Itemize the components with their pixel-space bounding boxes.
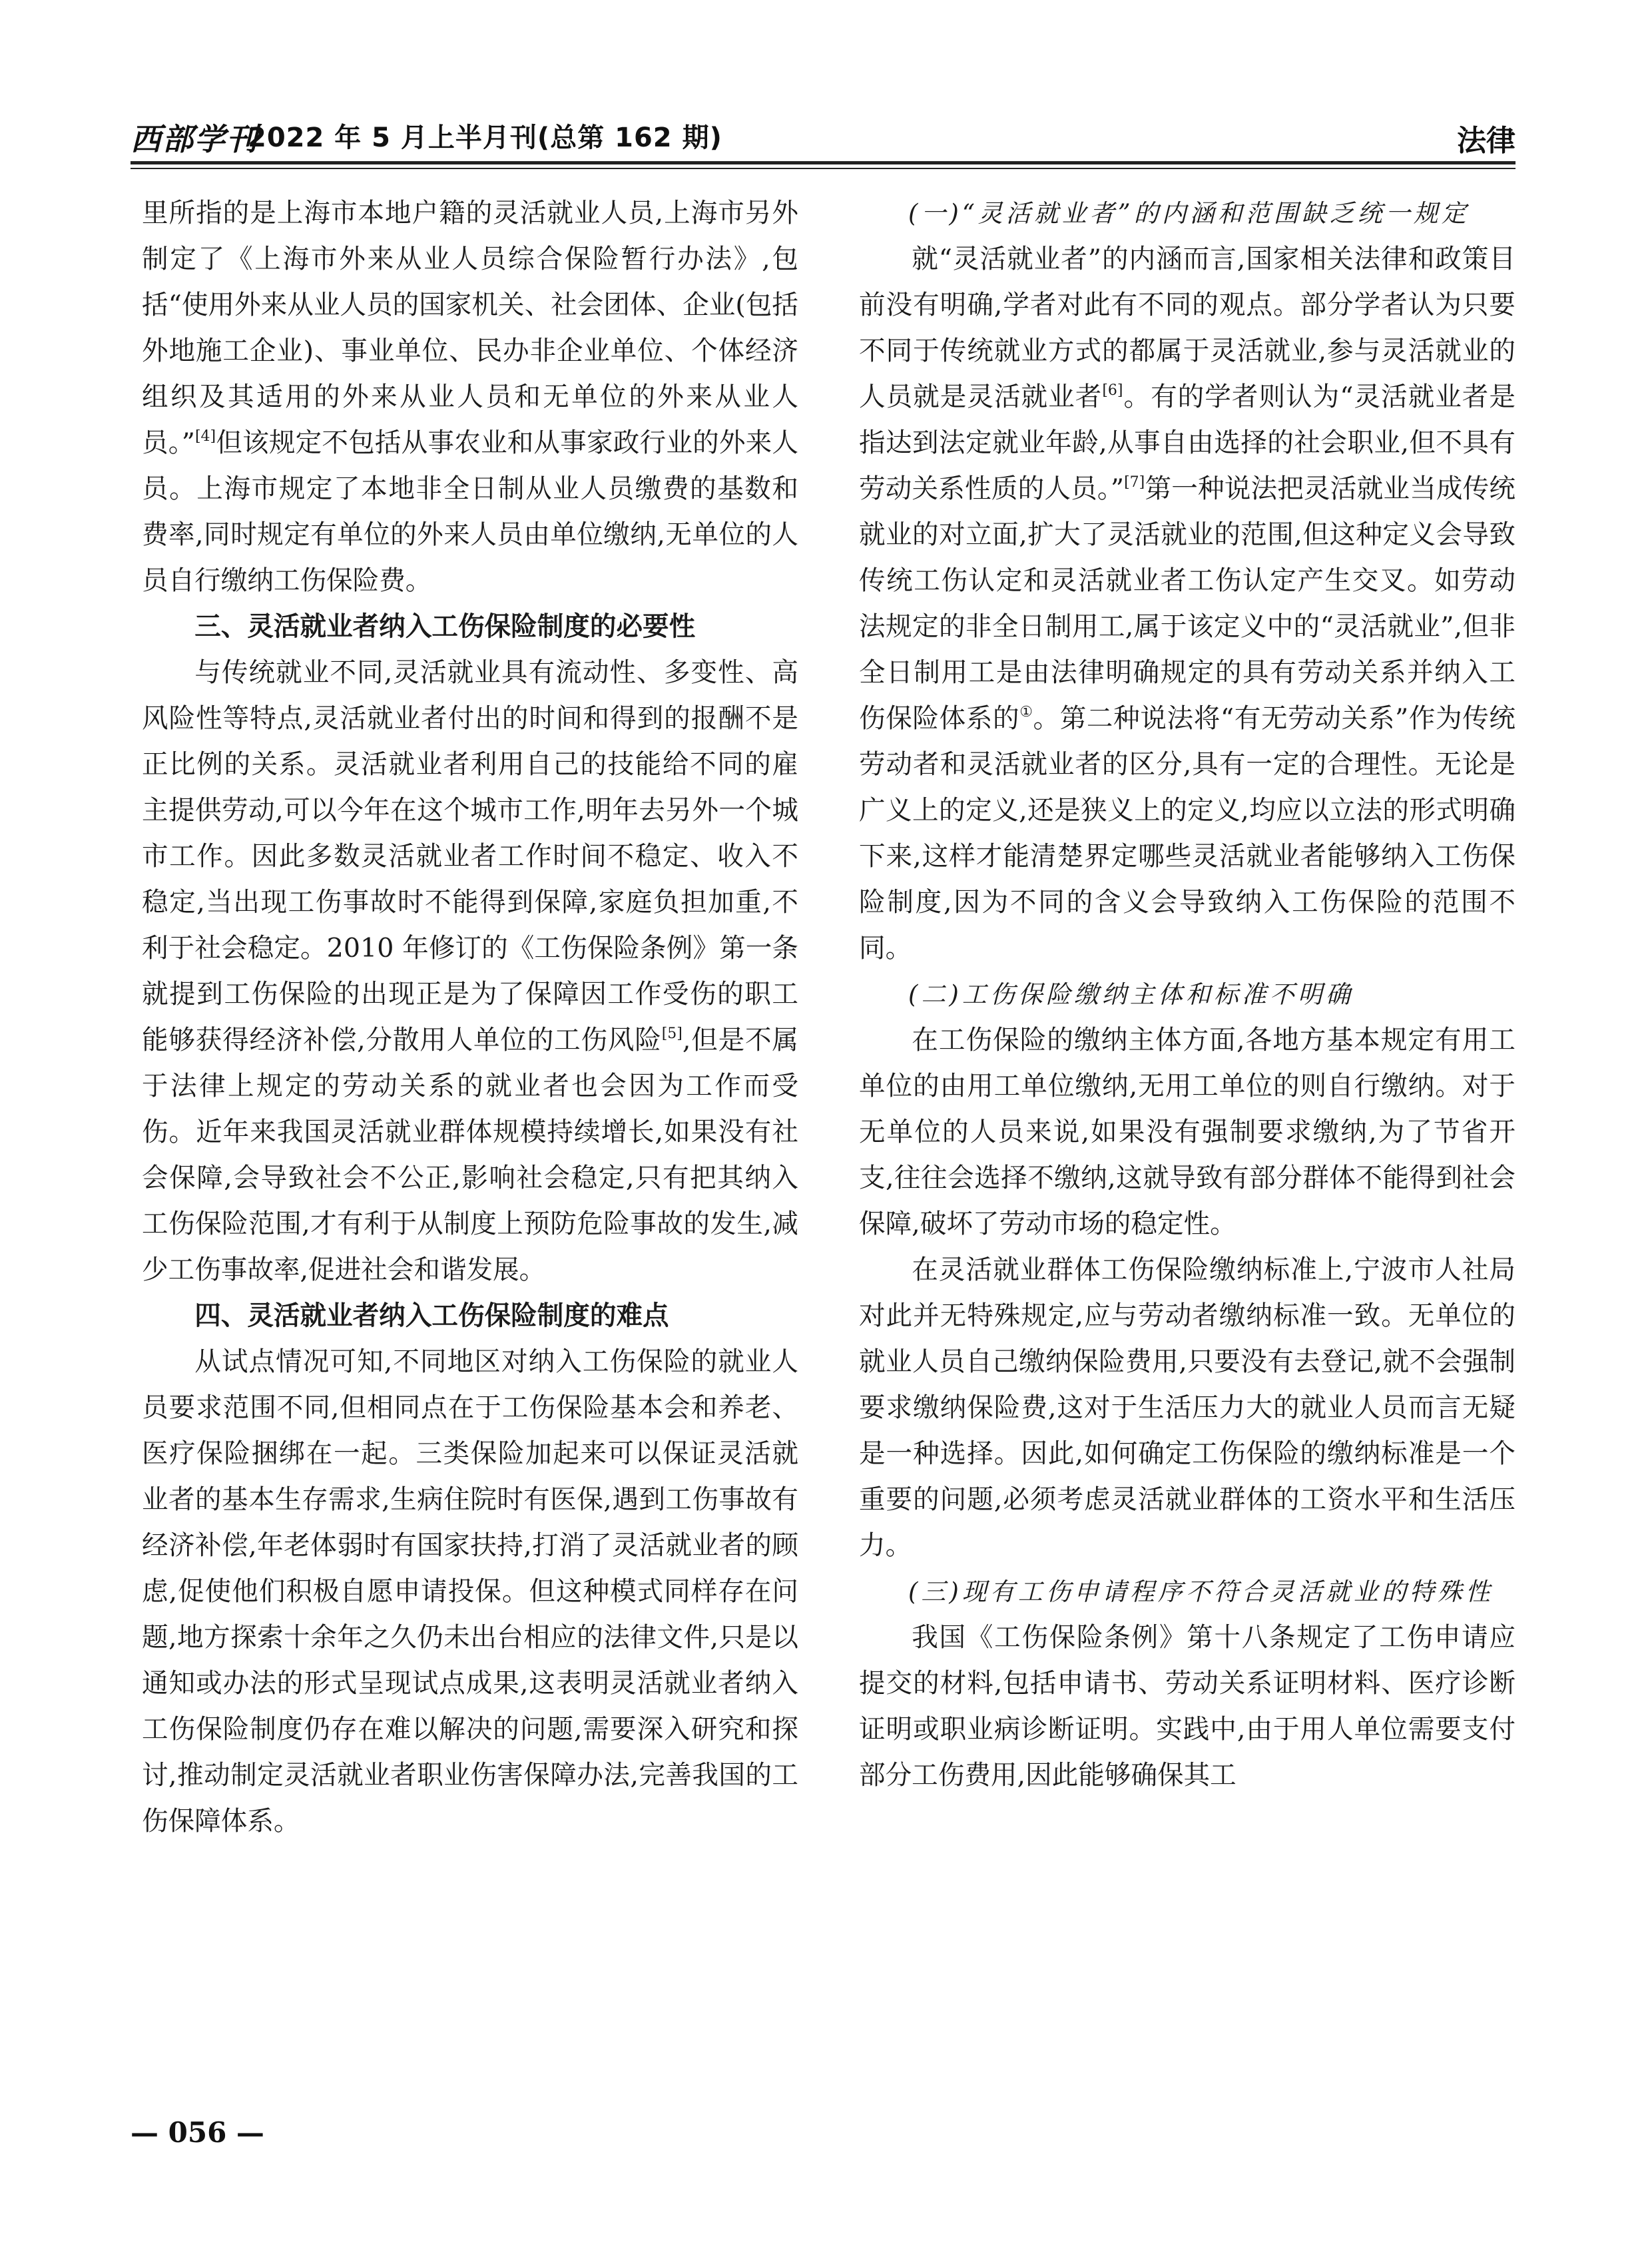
paragraph: 从试点情况可知,不同地区对纳入工伤保险的就业人员要求范围不同,但相同点在于工伤保险基本会和养老、医疗保险捆绑在一起。三类保险加起来可以保证灵活就业者的基本生存需求,生病住院时有医保,遇到工伤事故有经济补偿,年老体弱时有国家扶持,打消了灵活就业者的顾虑,促使他们积极自愿申请投保。但这种模式同样存在问题,地方探索十余年之久仍未出台相应的法律文件,只是以通知或办法的形式呈现试点成果,这表明灵活就业者纳入工伤保险制度仍存在难以解决的问题,需要深入研究和探讨,推动制定灵活就业者职业伤害保障办法,完善我国的工伤保障体系。: [142, 1346, 798, 1836]
citation: [7]: [1124, 474, 1145, 491]
paragraph: 里所指的是上海市本地户籍的灵活就业人员,上海市另外制定了《上海市外来从业人员综合保险暂行办法》,包括“使用外来从业人员的国家机关、社会团体、企业(包括外地施工企业)、事业单位、民办非企业单位、个体经济组织及其适用的外来从业人员和无单位的外来从业人员。”[4]但该规定不包括从事农业和从事家政行业的外来人员。上海市规定了本地非全日制从业人员缴费的基数和费率,同时规定有单位的外来人员由单位缴纳,无单位的人员自行缴纳工伤保险费。: [142, 198, 798, 596]
section-heading: 三、灵活就业者纳入工伤保险制度的必要性: [194, 611, 696, 642]
citation: [4]: [194, 428, 216, 445]
paragraph: 就“灵活就业者”的内涵而言,国家相关法律和政策目前没有明确,学者对此有不同的观点。部分学者认为只要不同于传统就业方式的都属于灵活就业,参与灵活就业的人员就是灵活就业者[6]。有的学者则认为“灵活就业者是指达到法定就业年龄,从事自由选择的社会职业,但不具有劳动关系性质的人员。”[7]第一种说法把灵活就业当成传统就业的对立面,扩大了灵活就业的范围,但这种定义会导致传统工伤认定和灵活就业者工伤认定产生交叉。如劳动法规定的非全日制用工,属于该定义中的“灵活就业”,但非全日制用工是由法律明确规定的具有劳动关系并纳入工伤保险体系的①。第二种说法将“有无劳动关系”作为传统劳动者和灵活就业者的区分,具有一定的合理性。无论是广义上的定义,还是狭义上的定义,均应以立法的形式明确下来,这样才能清楚界定哪些灵活就业者能够纳入工伤保险制度,因为不同的含义会导致纳入工伤保险的范围不同。: [859, 244, 1515, 964]
section-heading: 四、灵活就业者纳入工伤保险制度的难点: [194, 1300, 669, 1331]
paragraph: 与传统就业不同,灵活就业具有流动性、多变性、高风险性等特点,灵活就业者付出的时间和得到的报酬不是正比例的关系。灵活就业者利用自己的技能给不同的雇主提供劳动,可以今年在这个城市工作,明年去另外一个城市工作。因此多数灵活就业者工作时间不稳定、收入不稳定,当出现工伤事故时不能得到保障,家庭负担加重,不利于社会稳定。2010 年修订的《工伤保险条例》第一条就提到工伤保险的出现正是为了保障因工作受伤的职工能够获得经济补偿,分散用人单位的工伤风险[5],但是不属于法律上规定的劳动关系的就业者也会因为工作而受伤。近年来我国灵活就业群体规模持续增长,如果没有社会保障,会导致社会不公正,影响社会稳定,只有把其纳入工伤保险范围,才有利于从制度上预防危险事故的发生,减少工伤事故率,促进社会和谐发展。: [142, 657, 798, 1285]
issue-info: 2022 年 5 月上半月刊(总第 162 期): [248, 123, 722, 153]
right-column: [859, 190, 1515, 1799]
section-label: 法律: [1457, 124, 1515, 158]
header-rule-thin: [131, 168, 1515, 169]
citation: [5]: [661, 1025, 683, 1042]
header-rule: [131, 161, 1515, 164]
subsection-heading: (一)“灵活就业者”的内涵和范围缺乏统一规定: [908, 199, 1470, 228]
left-column: [142, 190, 798, 1844]
citation: [6]: [1102, 382, 1123, 399]
page-number: — 056 —: [131, 2116, 264, 2149]
subsection-heading: (二)工伤保险缴纳主体和标准不明确: [908, 980, 1354, 1009]
paragraph: 在工伤保险的缴纳主体方面,各地方基本规定有用工单位的由用工单位缴纳,无用工单位的则自行缴纳。对于无单位的人员来说,如果没有强制要求缴纳,为了节省开支,往往会选择不缴纳,这就导致有部分群体不能得到社会保障,破坏了劳动市场的稳定性。: [859, 1025, 1515, 1239]
paragraph: 在灵活就业群体工伤保险缴纳标准上,宁波市人社局对此并无特殊规定,应与劳动者缴纳标准一致。无单位的就业人员自己缴纳保险费用,只要没有去登记,就不会强制要求缴纳保险费,这对于生活压力大的就业人员而言无疑是一种选择。因此,如何确定工伤保险的缴纳标准是一个重要的问题,必须考虑灵活就业群体的工资水平和生活压力。: [859, 1255, 1515, 1561]
subsection-heading: (三)现有工伤申请程序不符合灵活就业的特殊性: [908, 1577, 1494, 1606]
paragraph: 我国《工伤保险条例》第十八条规定了工伤申请应提交的材料,包括申请书、劳动关系证明材料、医疗诊断证明或职业病诊断证明。实践中,由于用人单位需要支付部分工伤费用,因此能够确保其工: [859, 1622, 1515, 1791]
journal-logo: 西部学刊: [131, 121, 258, 157]
footnote-marker[interactable]: ①: [1019, 704, 1033, 720]
running-header: [131, 110, 1515, 166]
